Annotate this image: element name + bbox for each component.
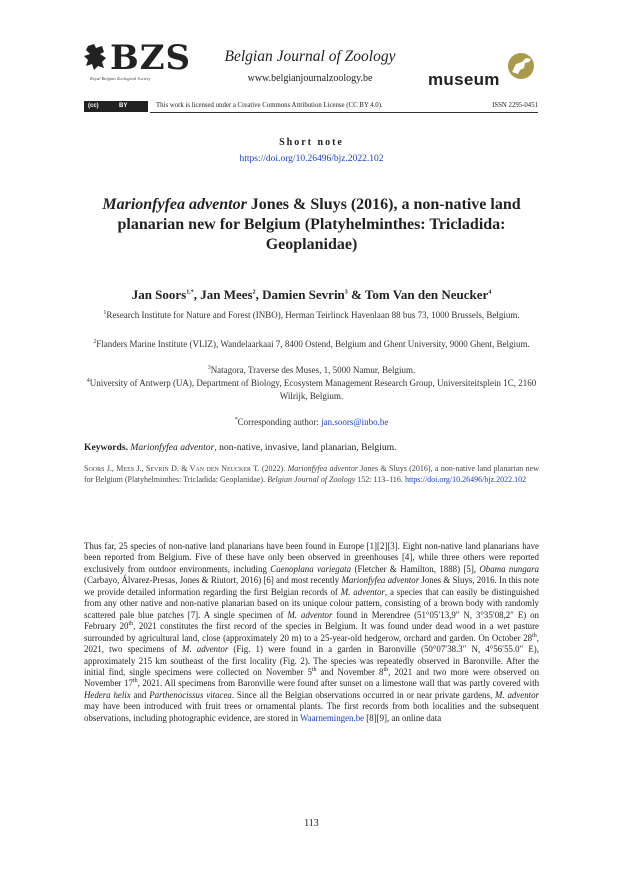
affiliation-num: 4: [86, 378, 90, 384]
title-species: Marionfyfea adventor: [102, 196, 247, 213]
citation: [84, 463, 539, 485]
citation-species: Marionfyfea adventor: [287, 464, 358, 473]
logo-text: BZS: [110, 38, 192, 78]
author-sup: 1,*: [186, 289, 194, 296]
cc-icon: (cc): [88, 103, 99, 109]
logo-subtitle: Royal Belgian Zoological Society: [90, 76, 151, 81]
affiliation-text: University of Antwerp (UA), Department of Biology, Ecosystem Management Research Group, Universiteitsplein 1C, 2160 Wilrijk, Belgium.: [89, 378, 537, 401]
author-name: Tom Van den Neucker: [364, 287, 489, 302]
affiliation-num: 2: [93, 339, 97, 345]
corresponding-email-link[interactable]: jan.soors@inbo.be: [321, 417, 389, 427]
museum-text: museum: [428, 70, 500, 89]
body-paragraph: Thus far, 25 species of non-native land planarians have been found in Europe [1][2][3]. Eight non-native land planarians have been reported from Belgium. Five of these have only been observed in greenhouses [4], while three others were reported exclusively from outdoor environments, including Caenoplana variegata (Fletcher & Hamilton, 1888) [5], Obama nungara (Carbayo, Álvarez-Presas, Jones & Riutort, 2016) [6] and most recently Marionfyfea adventor Jones & Sluys, 2016. In this note we provide detailed information regarding the first Belgian records of M. adventor, a species that can easily be distinguished from any other native and non-native planarian based on its unique colour pattern, consisting of a brown body with randomly scattered pale blue patches [7]. A single specimen of M. adventor found in Merendree (51°05′13,9″ N, 3°35′08,2″ E) on February 20th, 2021 constitutes the first record of the species in Belgium. It was found under dead wood in a wet pasture surrounded by agricultural land, close (approximately 20 m) to a 25-year-old hedgerow, orchard and garden. On October 28th, 2021, two specimens of M. adventor (Fig. 1) were found in a garden in Baronville (50°07′38.3″ N, 4°56′55.0″ E), approximately 215 km southeast of the first locality (Fig. 2). The species was repeatedly observed in Baronville. After the initial find, single specimens were collected on November 5th and November 8th, 2021 and two more were observed on November 17th, 2021. All specimens from Baronville were found after sunset on a limestone wall that was partly covered with Hedera helix and Parthenocissus vitacea. Since all the Belgian observations occurred in or near private gardens, M. adventor may have been introduced with fruit trees or ornamental plants. The first records from both localities and the subsequent observations, including photographic evidence, are stored in Waarnemingen.be [8][9], an online data: [84, 541, 540, 723]
keywords-rest: , non-native, invasive, land planarian, Belgium.: [214, 442, 397, 453]
article-title: [95, 195, 528, 255]
issn: ISSN 2295-0451: [492, 102, 538, 109]
museum-logo: [428, 52, 538, 92]
author-sup: 4: [488, 289, 492, 296]
author-name: Jan Mees: [200, 287, 253, 302]
affiliation: [80, 338, 543, 351]
author-name: Jan Soors: [131, 287, 187, 302]
keywords: [84, 442, 539, 453]
keywords-species: Marionfyfea adventor: [130, 442, 215, 453]
citation-journal: Belgian Journal of Zoology: [267, 475, 356, 485]
title-rest: Jones & Sluys (2016), a non-native land planarian new for Belgium (Platyhelminthes: Tricladida: Geoplanidae): [117, 196, 521, 253]
affiliation: [80, 364, 543, 377]
citation-volume: 152: 113–116.: [355, 475, 405, 485]
author-sup: 3: [344, 289, 348, 296]
corresponding-author: *Corresponding author: jan.soors@inbo.be: [234, 417, 389, 427]
author-name: Damien Sevrin: [262, 287, 345, 302]
affiliation: [80, 309, 543, 322]
affiliation-text: Flanders Marine Institute (VLIZ), Wandelaarkaai 7, 8400 Ostend, Belgium and Ghent University, 9000 Ghent, Belgium.: [96, 339, 530, 349]
corresponding-label: Corresponding author:: [237, 417, 322, 427]
cc-by-badge[interactable]: [84, 101, 148, 112]
citation-doi-link[interactable]: https://doi.org/10.26496/bjz.2022.102: [404, 475, 527, 485]
affiliation-num: 1: [103, 310, 107, 316]
affiliation-num: 3: [207, 365, 211, 371]
article-type: Short note: [279, 137, 344, 148]
journal-title: Belgian Journal of Zoology: [224, 48, 396, 65]
waarnemingen-link[interactable]: Waarnemingen.be: [299, 712, 365, 723]
license-divider: [150, 112, 538, 113]
author-list: Jan Soors$^{1,*}$, Jan Mees$^2$, Damien Sevrin$^3$ & Tom Van den Neucker$^4$: [131, 287, 492, 302]
author-sup: 2: [252, 289, 256, 296]
dinosaur-icon: [504, 52, 538, 80]
citation-authors: Soors J., Mees J., Sevrin D. & Van den Neucker T. (2022).: [84, 464, 288, 473]
lion-emblem-icon: [82, 42, 110, 72]
keywords-label: Keywords.: [84, 442, 128, 453]
affiliation-text: Research Institute for Nature and Forest (INBO), Herman Teirlinck Havenlaan 88 bus 73, 1000 Brussels, Belgium.: [106, 310, 520, 320]
article-doi-link[interactable]: https://doi.org/10.26496/bjz.2022.102: [239, 154, 384, 164]
affiliation: [80, 377, 543, 402]
citation-middle: Jones & Sluys (2016), a non-native land planarian new for Belgium (Platyhelminthes: Tricladida: Geoplanidae).: [84, 464, 540, 485]
page-number: 113: [304, 818, 319, 829]
license-text: This work is licensed under a Creative Commons Attribution License (CC BY 4.0).: [156, 102, 383, 109]
affiliation-text: Natagora, Traverse des Muses, 1, 5000 Namur, Belgium.: [210, 365, 416, 375]
license-row: [84, 101, 538, 115]
journal-url[interactable]: www.belgianjournalzoology.be: [247, 73, 373, 84]
cc-badge-label: BY: [119, 103, 128, 109]
bzs-logo: [82, 38, 200, 86]
